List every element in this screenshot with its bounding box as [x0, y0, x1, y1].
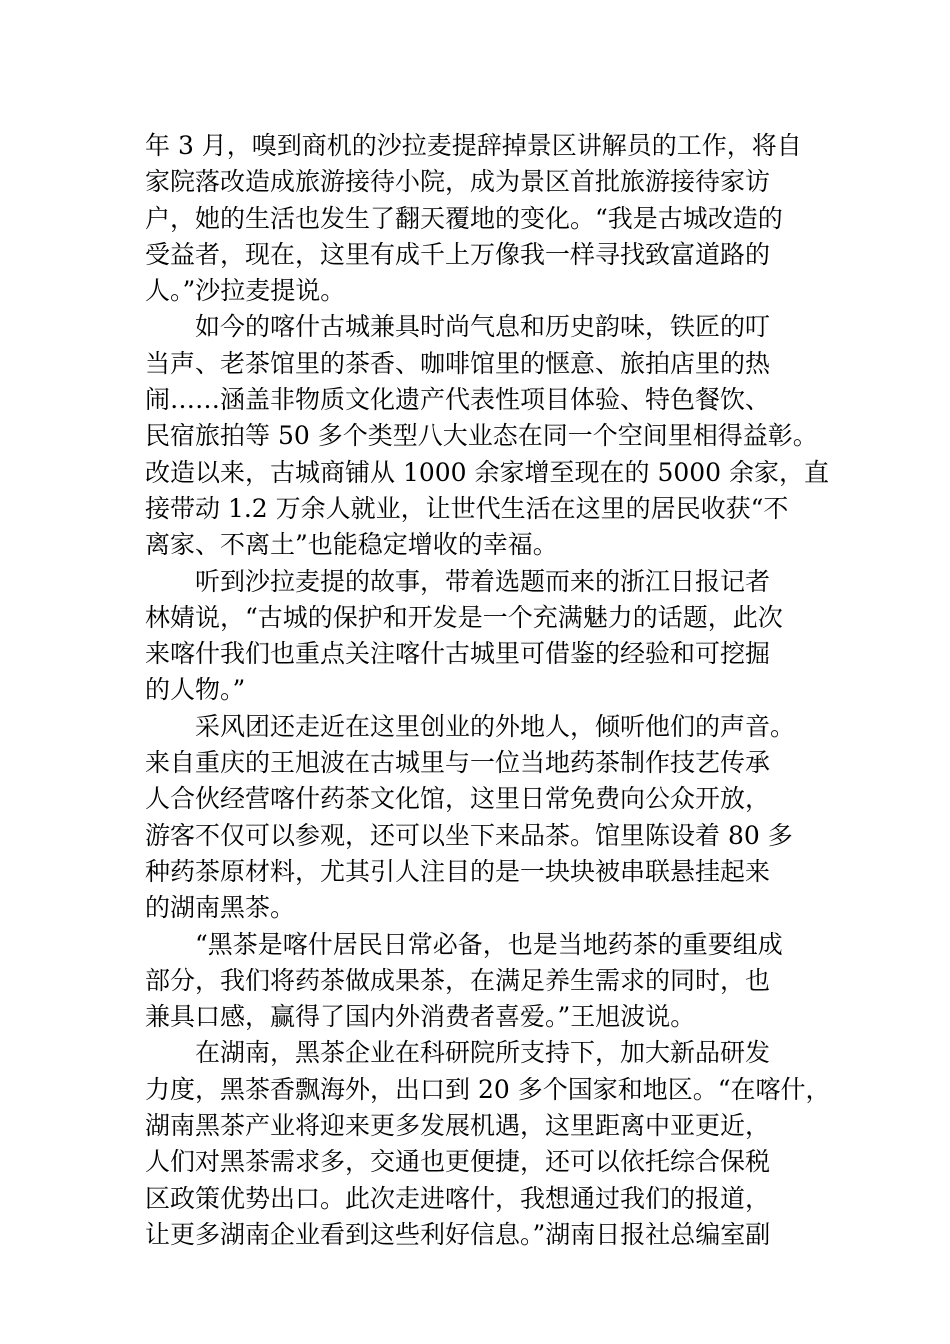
text-line: 闹……涵盖非物质文化遗产代表性项目体验、特色餐饮、 [145, 385, 771, 415]
text-line: 年 3 月，嗅到商机的沙拉麦提辞掉景区讲解员的工作，将自 [145, 131, 802, 160]
text-line: 听到沙拉麦提的故事，带着选题而来的浙江日报记者 [195, 566, 771, 596]
text-line: 的湖南黑茶。 [145, 893, 296, 923]
text-line: 改造以来，古城商铺从 1000 余家增至现在的 5000 余家，直 [145, 457, 830, 487]
text-line: 如今的喀什古城兼具时尚气息和历史韵味，铁匠的叮 [195, 312, 771, 342]
text-line: 力度，黑茶香飘海外，出口到 20 多个国家和地区。“在喀什， [145, 1074, 831, 1104]
text-line: 来喀什我们也重点关注喀什古城里可借鉴的经验和可挖掘 [145, 639, 771, 669]
text-line: 林婧说，“古城的保护和开发是一个充满魅力的话题，此次 [145, 602, 783, 632]
text-line: 的人物。” [145, 675, 246, 705]
text-line: 人们对黑茶需求多，交通也更便捷，还可以依托综合保税 [145, 1147, 771, 1177]
text-line: 游客不仅可以参观，还可以坐下来品茶。馆里陈设着 80 多 [145, 820, 793, 850]
article-body [145, 128, 831, 1253]
text-line: 受益者，现在，这里有成千上万像我一样寻找致富道路的 [145, 239, 771, 269]
text-line: 兼具口感，赢得了国内外消费者喜爱。”王旭波说。 [145, 1002, 696, 1032]
text-line: 部分，我们将药茶做成果茶，在满足养生需求的同时，也 [145, 965, 771, 995]
text-line: 家院落改造成旅游接待小院，成为景区首批旅游接待家访 [145, 167, 771, 197]
text-line: 户，她的生活也发生了翻天覆地的变化。“我是古城改造的 [145, 203, 783, 233]
text-line: 当声、老茶馆里的茶香、咖啡馆里的惬意、旅拍店里的热 [145, 348, 771, 378]
text-line: 种药茶原材料，尤其引人注目的是一块块被串联悬挂起来 [145, 856, 771, 886]
text-line: 区政策优势出口。此次走进喀什，我想通过我们的报道， [145, 1183, 771, 1213]
text-line: 采风团还走近在这里创业的外地人，倾听他们的声音。 [195, 711, 796, 741]
text-line: 湖南黑茶产业将迎来更多发展机遇，这里距离中亚更近， [145, 1111, 771, 1141]
text-line: 人合伙经营喀什药茶文化馆，这里日常免费向公众开放， [145, 784, 771, 814]
text-line: 离家、不离土”也能稳定增收的幸福。 [145, 530, 558, 560]
text-line: 接带动 1.2 万余人就业，让世代生活在这里的居民收获“不 [145, 493, 789, 523]
text-line: “黑茶是喀什居民日常必备，也是当地药茶的重要组成 [195, 929, 783, 959]
text-line: 民宿旅拍等 50 多个类型八大业态在同一个空间里相得益彰。 [145, 421, 818, 451]
text-line: 让更多湖南企业看到这些利好信息。”湖南日报社总编室副 [145, 1219, 771, 1249]
text-line: 在湖南，黑茶企业在科研院所支持下，加大新品研发 [195, 1038, 771, 1068]
text-line: 人。”沙拉麦提说。 [145, 276, 346, 306]
text-line: 来自重庆的王旭波在古城里与一位当地药茶制作技艺传承 [145, 748, 771, 778]
